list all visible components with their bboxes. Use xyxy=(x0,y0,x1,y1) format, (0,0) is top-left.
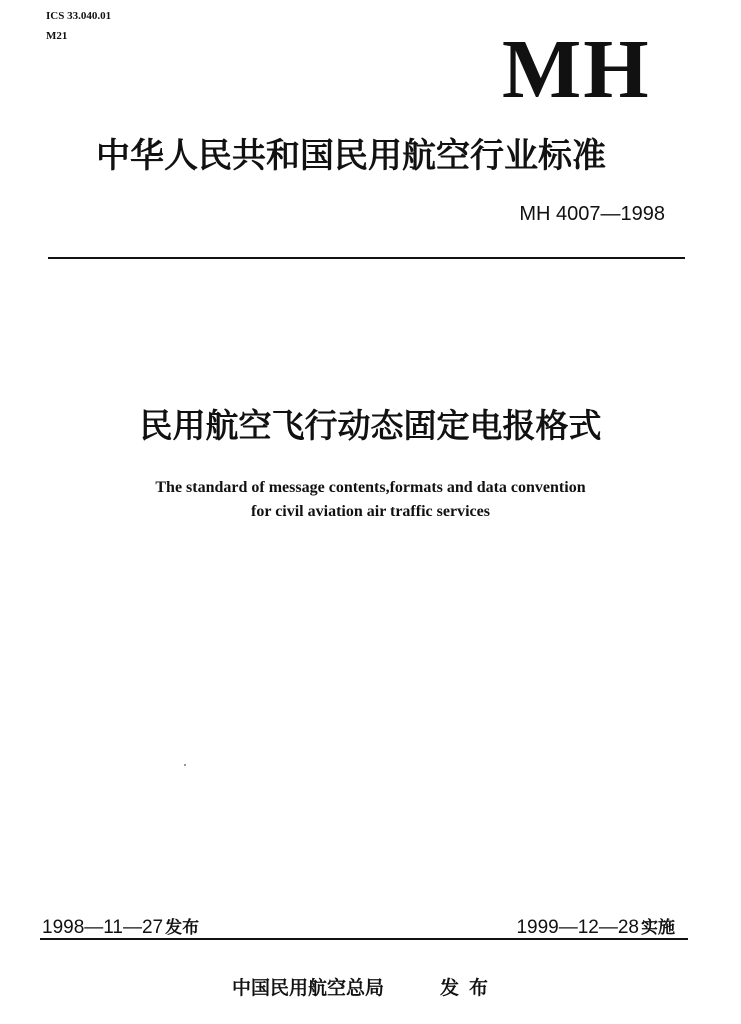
classification-code: M21 xyxy=(46,30,68,42)
publish-label: 发布 xyxy=(440,977,499,999)
scan-speck xyxy=(184,764,186,766)
document-title-en-line1: The standard of message contents,formats and data convention xyxy=(155,479,586,496)
implement-label: 实施 xyxy=(641,918,675,937)
bottom-divider xyxy=(40,938,688,940)
standard-category-title: 中华人民共和国民用航空行业标准 xyxy=(96,136,606,176)
top-divider xyxy=(48,257,685,259)
implement-date-block xyxy=(516,913,675,939)
document-title-en-line2: for civil aviation air traffic services xyxy=(251,503,490,520)
publisher-name: 中国民用航空总局 xyxy=(232,977,385,999)
standard-logo: MH xyxy=(502,23,651,116)
standard-code: MH 4007—1998 xyxy=(519,203,665,225)
issue-date: 1998—11—27 xyxy=(42,917,164,938)
ics-code: ICS 33.040.01 xyxy=(46,10,112,22)
issue-label: 发布 xyxy=(165,918,200,937)
implement-date: 1999—12—28 xyxy=(516,917,639,938)
issue-date-block xyxy=(42,913,199,939)
document-title-cn: 民用航空飞行动态固定电报格式 xyxy=(139,406,602,445)
